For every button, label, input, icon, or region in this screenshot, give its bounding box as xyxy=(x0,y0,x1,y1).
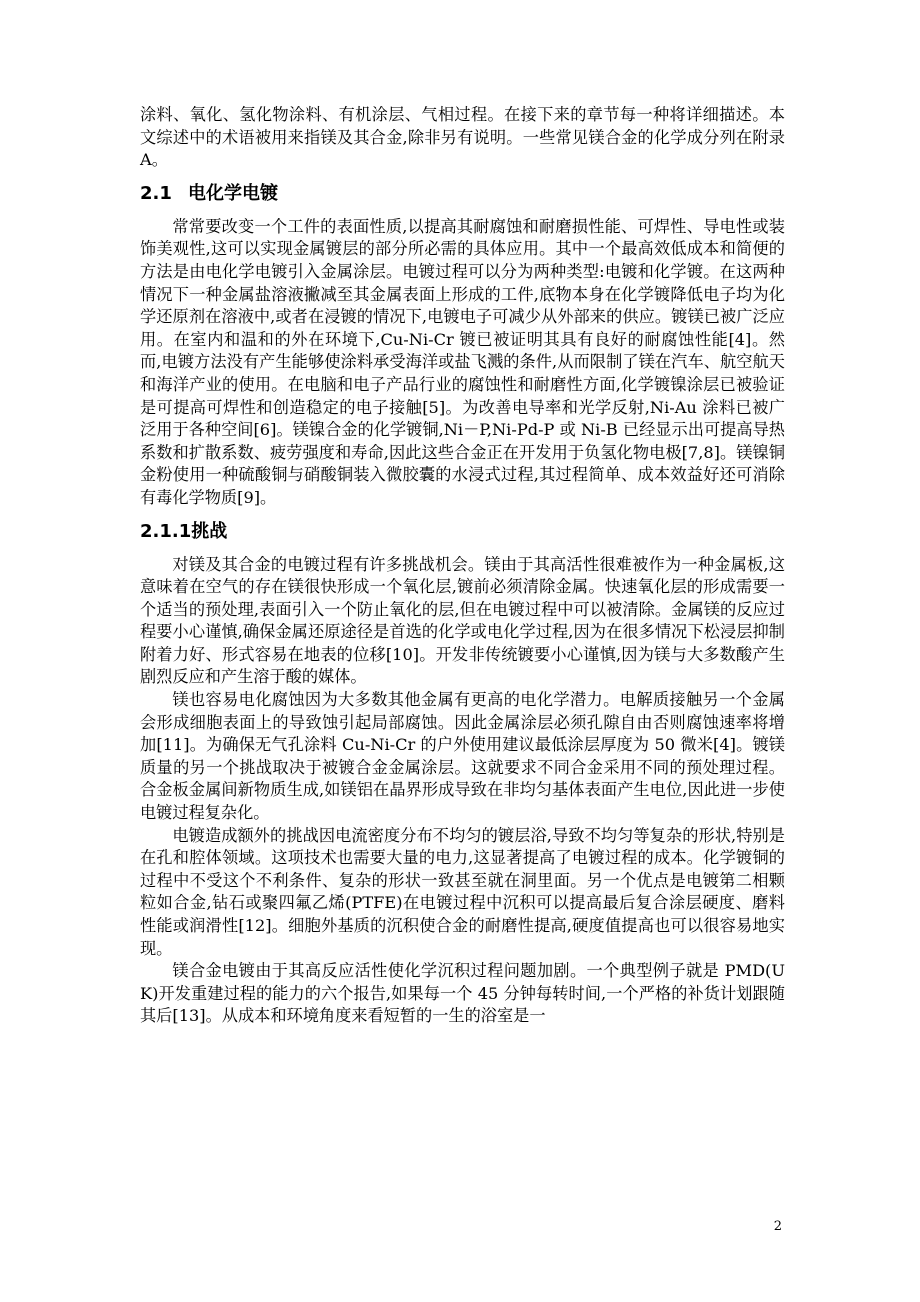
page-number: 2 xyxy=(773,1219,782,1234)
section-title: 挑战 xyxy=(191,520,228,542)
section-number: 2.1.1 xyxy=(140,520,192,542)
paragraph-challenge-2: 镁也容易电化腐蚀因为大多数其他金属有更高的电化学潜力。电解质接触另一个金属会形成细胞表面上的导致蚀引起局部腐蚀。因此金属涂层必须孔隙自由否则腐蚀速率将增加[11]。为确保无气孔涂料 Cu-Ni-Cr 的户外使用建议最低涂层厚度为 50 微米[4]。镀镁质量的另一个挑战取决于被镀合金金属涂层。这就要求不同合金采用不同的预处理过程。合金板金属间新物质生成,如镁铝在晶界形成导致在非均匀基体表面产生电位,因此进一步使电镀过程复杂化。 xyxy=(140,690,785,823)
paragraph-challenge-4: 镁合金电镀由于其高反应活性使化学沉积过程问题加剧。一个典型例子就是 PMD(UK)开发重建过程的能力的六个报告,如果每一个 45 分钟每转时间,一个严格的补货计划跟随其后[13]。从成本和环境角度来看短暂的一生的浴室是一 xyxy=(140,961,785,1026)
paragraph-challenge-3: 电镀造成额外的挑战因电流密度分布不均匀的镀层浴,导致不均匀等复杂的形状,特别是在孔和腔体领域。这项技术也需要大量的电力,这显著提高了电镀过程的成本。化学镀铜的过程中不受这个不利条件、复杂的形状一致甚至就在洞里面。另一个优点是电镀第二相颗粒如合金,钻石或聚四氟乙烯(PTFE)在电镀过程中沉积可以提高最后复合涂层硬度、磨料性能或润滑性[12]。细胞外基质的沉积使合金的耐磨性提高,硬度值提高也可以很容易地实现。 xyxy=(140,825,785,958)
intro-paragraph: 涂料、氧化、氢化物涂料、有机涂层、气相过程。在接下来的章节每一种将详细描述。本文综述中的术语被用来指镁及其合金,除非另有说明。一些常见镁合金的化学成分列在附录 A。 xyxy=(140,105,785,170)
paragraph-challenge-1: 对镁及其合金的电镀过程有许多挑战机会。镁由于其高活性很难被作为一种金属板,这意味着在空气的存在镁很快形成一个氧化层,镀前必须清除金属。快速氧化层的形成需要一个适当的预处理,表面引入一个防止氧化的层,但在电镀过程中可以被清除。金属镁的反应过程要小心谨慎,确保金属还原途径是首选的化学或电化学过程,因为在很多情况下松浸层抑制附着力好、形式容易在地表的位移[10]。开发非传统镀要小心谨慎,因为镁与大多数酸产生剧烈反应和产生溶于酸的媒体。 xyxy=(140,554,785,687)
section-heading-2-1 xyxy=(140,181,785,207)
paragraph-electroplating: 常常要改变一个工件的表面性质,以提高其耐腐蚀和耐磨损性能、可焊性、导电性或装饰美观性,这可以实现金属镀层的部分所必需的具体应用。其中一个最高效低成本和简便的方法是由电化学电镀引入金属涂层。电镀过程可以分为两种类型:电镀和化学镀。在这两种情况下一种金属盐溶液撇减至其金属表面上形成的工件,底物本身在化学镀降低电子均为化学还原剂在溶液中,或者在浸镀的情况下,电镀电子可减少从外部来的供应。镀镁已被广泛应用。在室内和温和的外在环境下,Cu-Ni-Cr 镀已被证明其具有良好的耐腐蚀性能[4]。然而,电镀方法没有产生能够使涂料承受海洋或盐飞溅的条件,从而限制了镁在汽车、航空航天和海洋产业的使用。在电脑和电子产品行业的腐蚀性和耐磨性方面,化学镀镍涂层已被验证是可提高可焊性和创造稳定的电子接触[5]。为改善电导率和光学反射,Ni-Au 涂料已被广泛用于各种空间[6]。镁镍合金的化学镀铜,Ni－P,Ni-Pd-P 或 Ni-B 已经显示出可提高导热系数和扩散系数、疲劳强度和寿命,因此这些合金正在开发用于负氢化物电极[7,8]。镁镍铜金粉使用一种硫酸铜与硝酸铜装入微胶囊的水浸式过程,其过程简单、成本效益好还可消除有毒化学物质[9]。 xyxy=(140,216,785,507)
section-title: 电化学电镀 xyxy=(188,182,278,204)
section-number: 2.1 xyxy=(140,182,172,204)
document-page xyxy=(140,104,785,1028)
section-heading-2-1-1 xyxy=(140,519,785,545)
